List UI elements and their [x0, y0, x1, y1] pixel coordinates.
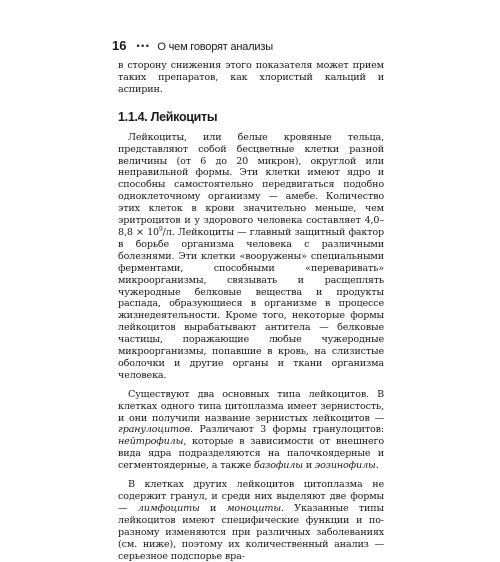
- text-run: и: [199, 502, 227, 514]
- page-number: 16: [112, 38, 127, 53]
- text-run: , которые в зависимости от внешнего вида ядра подразделяются на палочкоядерные и сегментоядерные, а также: [118, 436, 384, 472]
- intro-paragraph: в сторону снижения этого показателя может прием таких препаратов, как хлористый кальций и аспирин.: [118, 60, 384, 95]
- text-run: В клетках других лейкоцитов цитоплазма не содержит гранул, и среди них выделяют две формы —: [118, 479, 384, 514]
- text-run: .: [375, 460, 379, 472]
- term-lymphocytes: лимфоциты: [137, 502, 200, 514]
- text-run: Лейкоциты, или белые кровяные тельца, представляют собой бесцветные клетки разной величины (от 6 до 20 микрон), округлой или неправильной формы. Эти клетки имеют ядро и способны самостоятельно передвигаться подобно одноклеточному организму — амебе. Количество этих клеток в крови значительно меньше, чем эритроцитов и у здорового человека составляет 4,0–8,8 × 10: [118, 131, 384, 238]
- paragraph-leukocytes-description: [118, 132, 384, 382]
- paragraph-agranulocytes: [118, 479, 384, 562]
- running-title: О чем говорят анализы: [157, 41, 273, 53]
- dot-separator: •••: [136, 41, 151, 51]
- term-neutrophils: нейтрофилы: [118, 436, 184, 448]
- text-run: Существуют два основных типа лейкоцитов. В клетках одного типа цитоплазма имеет зернистость, и они получили название зернистых лейкоцитов —: [118, 388, 384, 424]
- term-granulocytes: гранулоцитов: [118, 424, 191, 436]
- term-basophils: базофилы: [253, 460, 303, 472]
- term-eosinophils: эозинофилы: [314, 460, 376, 472]
- running-head: [112, 38, 384, 56]
- paragraph-granulocytes: [118, 389, 384, 472]
- text-run: . Указанные типы лейкоцитов имеют специфические функции и по-разному изменяются при различных заболеваниях (см. ниже), поэтому их количественный анализ — серьезное подспорье вра-: [118, 502, 384, 562]
- text-run: и: [302, 460, 315, 472]
- text-run: . Различают 3 формы гранулоцитов:: [190, 424, 384, 436]
- exponent: 9: [159, 225, 163, 233]
- term-monocytes: моноциты: [226, 502, 281, 514]
- text-run: /л. Лейкоциты — главный защитный фактор в борьбе организма человека с различными болезнями. Эти клетки «вооружены» специальными ферментами, способными «переваривать» микроорганизмы, связывать и расщеплять чужеродные белковые вещества и продукты распада, образующиеся в организме в процессе жизнедеятельности. Кроме того, некоторые формы лейкоцитов вырабатывают антитела — белковые частицы, поражающие любые чужеродные микроорганизмы, попавшие в кровь, на слизистые оболочки и другие органы и ткани организма человека.: [118, 226, 384, 381]
- section-heading: 1.1.4. Лейкоциты: [118, 109, 218, 124]
